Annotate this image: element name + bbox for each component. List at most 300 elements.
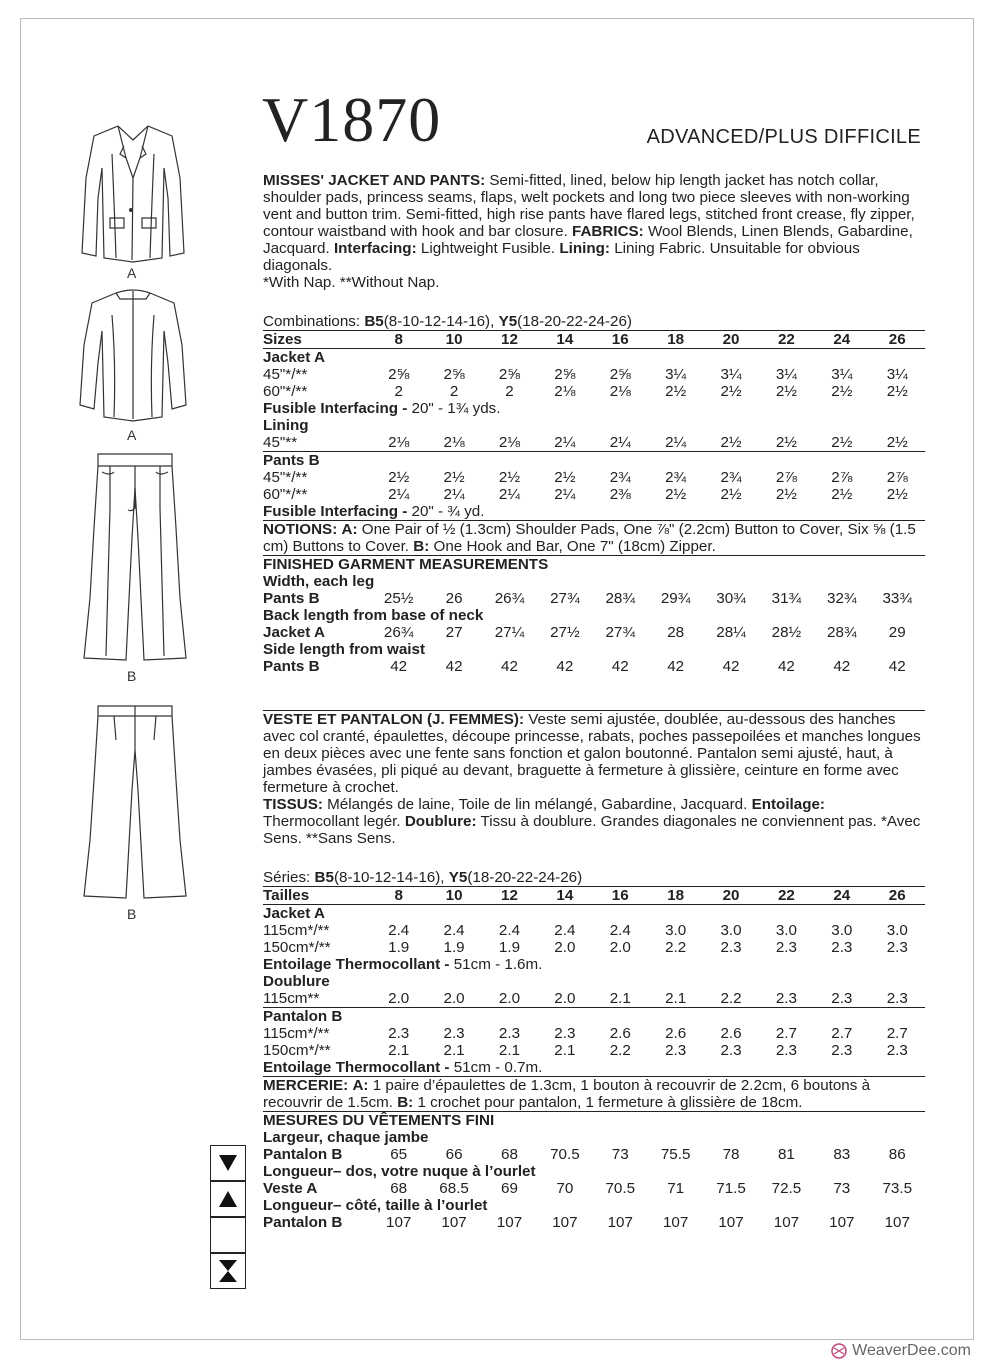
value-cell: 3.0: [720, 922, 742, 939]
value-cell: 2½: [720, 383, 742, 400]
table-row: [263, 1042, 925, 1059]
measurement-marks: [210, 1145, 246, 1289]
value-cell: 42: [667, 658, 685, 675]
table-row: [263, 590, 925, 607]
side-length-heading: Side length from waist: [263, 641, 426, 658]
value-cell: 25½: [383, 590, 414, 607]
value-cell: 2½: [831, 383, 853, 400]
value-cell: 2.3: [886, 939, 908, 956]
sketch-label: B: [127, 668, 137, 684]
size-cell: 22: [759, 887, 814, 905]
french-description: [263, 711, 925, 847]
value-cell: 107: [773, 1214, 800, 1231]
yardage-table-fr: [263, 886, 925, 1076]
value-cell: 42: [611, 658, 629, 675]
blank-mark: [210, 1217, 246, 1253]
value-cell: 83: [833, 1146, 851, 1163]
value-cell: 2.0: [443, 990, 465, 1007]
fabrics-heading: FABRICS:: [572, 223, 644, 240]
fusible-label: Entoilage Thermocollant -: [263, 956, 450, 973]
value-cell: 2½: [388, 469, 410, 486]
value-cell: 107: [662, 1214, 689, 1231]
value-cell: 2.0: [609, 939, 631, 956]
nap-note: *With Nap. **Without Nap.: [263, 274, 440, 291]
value-cell: 2⅝: [554, 366, 576, 383]
value-cell: 2.4: [388, 922, 410, 939]
value-cell: 2.0: [554, 939, 576, 956]
value-cell: 2.3: [720, 939, 742, 956]
value-cell: 2.3: [831, 990, 853, 1007]
value-cell: 68.5: [439, 1180, 469, 1197]
table-row: [263, 939, 925, 956]
size-cell: 16: [593, 331, 648, 349]
value-cell: 107: [607, 1214, 633, 1231]
value-cell: 2.4: [443, 922, 465, 939]
combo-y5: Y5: [448, 869, 468, 886]
value-cell: 3.0: [886, 922, 908, 939]
lining-heading: Lining: [263, 417, 309, 434]
value-cell: 2¼: [554, 486, 576, 503]
table-row: [263, 383, 925, 400]
value-cell: 107: [496, 1214, 523, 1231]
value-cell: 27: [445, 624, 463, 641]
difficulty-level: ADVANCED/PLUS DIFFICILE: [646, 126, 921, 148]
value-cell: 107: [552, 1214, 578, 1231]
notions-b-label: B:: [413, 538, 430, 555]
size-cell: 26: [870, 887, 925, 905]
side-length-heading: Longueur– côté, taille à l’ourlet: [263, 1197, 488, 1214]
row-label: 60"*/**: [263, 383, 308, 400]
value-cell: 2⅞: [775, 469, 797, 486]
value-cell: 1.9: [443, 939, 465, 956]
value-cell: 42: [777, 658, 795, 675]
size-cell: 16: [593, 887, 648, 905]
sketch-label: A: [127, 265, 137, 281]
fusible-label: Fusible Interfacing -: [263, 503, 408, 520]
watermark-text: WeaverDee.com: [852, 1342, 971, 1359]
fusible-pants-line: [263, 1059, 925, 1076]
table-row: [263, 1214, 925, 1231]
value-cell: 2½: [498, 469, 521, 486]
combinations-label: Combinations:: [263, 313, 361, 330]
combo-y5: Y5: [498, 313, 518, 330]
row-label: 115cm**: [263, 990, 320, 1007]
value-cell: 2.0: [498, 990, 521, 1007]
value-cell: 66: [445, 1146, 463, 1163]
value-cell: 2.3: [886, 1042, 908, 1059]
fusible-jacket-line: [263, 400, 925, 417]
pants-b-heading: Pants B: [263, 452, 925, 470]
value-cell: 70: [556, 1180, 574, 1197]
value-cell: 2.7: [886, 1025, 908, 1042]
value-cell: 2⅛: [609, 383, 631, 400]
value-cell: 107: [718, 1214, 744, 1231]
value-cell: 2⅝: [609, 366, 631, 383]
sketch-label: B: [127, 906, 137, 922]
value-cell: 2⅞: [886, 469, 908, 486]
combo-y5-sizes: (18-20-22-24-26): [467, 869, 583, 886]
description-text: Semi-fitted, lined, below hip length jacket has notch collar, shoulder pads, princess seams, flaps, welt pockets and long two piece sleeves with non-working vent and button trim. Semi-fitted, high rise pants have flared legs, stitched front crease, fly zipper, contour waistband with hook and bar closure.: [263, 172, 915, 240]
value-cell: 107: [386, 1214, 412, 1231]
jacket-a-front-sketch: [68, 118, 198, 268]
value-cell: 2¼: [498, 486, 521, 503]
value-cell: 2.4: [609, 922, 631, 939]
value-cell: 2.3: [498, 1025, 521, 1042]
fabrics-text: Mélangés de laine, Toile de lin mélangé, Gabardine, Jacquard.: [327, 796, 748, 813]
value-cell: 107: [884, 1214, 910, 1231]
fusible-jacket-line: [263, 956, 925, 973]
table-row: [263, 1025, 925, 1042]
lining-heading: Lining:: [559, 240, 610, 257]
combo-b5: B5: [314, 869, 334, 886]
value-cell: 2½: [720, 486, 742, 503]
finished-measurements-en: [263, 555, 925, 675]
combinations-line: [263, 869, 925, 886]
size-cell: 26: [870, 331, 925, 349]
notions-b-text: 1 crochet pour pantalon, 1 fermeture à glissière de 18cm.: [417, 1094, 803, 1111]
english-section: [263, 172, 925, 675]
value-cell: 31¾: [771, 590, 802, 607]
fgm-title: FINISHED GARMENT MEASUREMENTS: [263, 556, 549, 573]
value-cell: 2⅝: [388, 366, 410, 383]
lining-heading: Doublure:: [404, 813, 477, 830]
value-cell: 2¾: [665, 469, 687, 486]
size-cell: 20: [703, 331, 758, 349]
value-cell: 42: [390, 658, 408, 675]
table-row: [263, 624, 925, 641]
size-cell: 12: [482, 331, 537, 349]
english-description: [263, 172, 925, 291]
pants-b-back-sketch: [80, 700, 190, 905]
value-cell: 71.5: [716, 1180, 746, 1197]
value-cell: 3¼: [831, 366, 853, 383]
value-cell: 2.6: [720, 1025, 742, 1042]
value-cell: 107: [441, 1214, 467, 1231]
value-cell: 42: [556, 658, 574, 675]
sketch-label: A: [127, 427, 137, 443]
size-cell: 18: [648, 887, 703, 905]
pants-b-front-sketch: [80, 448, 190, 668]
combo-b5-sizes: (8-10-12-14-16),: [383, 313, 495, 330]
value-cell: 28½: [771, 624, 802, 641]
fusible-value: 51cm - 1.6m.: [453, 956, 543, 973]
value-cell: 65: [390, 1146, 408, 1163]
value-cell: 42: [722, 658, 740, 675]
fabrics-heading: TISSUS:: [263, 796, 323, 813]
value-cell: 2¼: [554, 434, 576, 451]
value-cell: 2.7: [775, 1025, 797, 1042]
table-row: [263, 990, 925, 1008]
value-cell: 2⅜: [609, 486, 631, 503]
row-label: 115cm*/**: [263, 1025, 330, 1042]
size-cell: 24: [814, 331, 869, 349]
notions-b-label: B:: [397, 1094, 414, 1111]
value-cell: 1.9: [388, 939, 410, 956]
notions-a-text: 1 paire d’épaulettes de 1.3cm, 1 bouton à recouvrir de 2.2cm, 6 boutons à recouvrir de 1.5cm.: [263, 1077, 871, 1111]
fusible-value: 51cm - 0.7m.: [453, 1059, 543, 1076]
value-cell: 2.3: [775, 1042, 797, 1059]
size-cell: 20: [703, 887, 758, 905]
interfacing-heading: Entoilage:: [751, 796, 825, 813]
value-cell: 70.5: [605, 1180, 636, 1197]
value-cell: 3.0: [831, 922, 853, 939]
size-cell: 10: [426, 887, 481, 905]
value-cell: 2.2: [665, 939, 687, 956]
hourglass-icon: [210, 1253, 246, 1289]
size-cell: 14: [537, 887, 592, 905]
row-label: 115cm*/**: [263, 922, 330, 939]
row-label: 45"*/**: [263, 366, 308, 383]
value-cell: 2.2: [609, 1042, 631, 1059]
value-cell: 2⅛: [498, 434, 521, 451]
notions-a-text: One Pair of ½ (1.3cm) Shoulder Pads, One ⅞" (2.2cm) Button to Cover, Six ⅝ (1.5 cm) Buttons to Cover.: [263, 521, 916, 555]
lining-text: Lining Fabric. Unsuitable for obvious diagonals.: [263, 240, 860, 274]
size-cell: 8: [371, 887, 426, 905]
description-text: Veste semi ajustée, doublée, au-dessous des hanches avec col cranté, épaulettes, découpe princesse, rabats, poches passepoilées et manches longues en deux pièces avec une fente sans fonction et galon boutonné. Pantalon semi ajusté, haut, à jambes évasées, pli piqué au devant, braguette à fermeture à glissière, ceinture en forme avec fermeture à crochet.: [263, 711, 921, 796]
sizes-header-row: [263, 887, 925, 905]
value-cell: 2: [394, 383, 403, 400]
row-label: 45"**: [263, 434, 298, 451]
value-cell: 2½: [775, 434, 797, 451]
value-cell: 2.4: [498, 922, 521, 939]
value-cell: 2.3: [388, 1025, 410, 1042]
row-label: Pantalon B: [263, 1214, 343, 1231]
table-row: [263, 486, 925, 503]
value-cell: 2.1: [498, 1042, 521, 1059]
value-cell: 3¼: [720, 366, 742, 383]
sizes-label: Sizes: [263, 331, 371, 349]
value-cell: 2.2: [720, 990, 742, 1007]
combo-b5: B5: [364, 313, 384, 330]
value-cell: 78: [722, 1146, 740, 1163]
value-cell: 42: [501, 658, 518, 675]
value-cell: 27¾: [550, 590, 580, 607]
value-cell: 2.1: [665, 990, 687, 1007]
value-cell: 2¾: [609, 469, 631, 486]
spool-icon: [830, 1342, 848, 1360]
row-label: Jacket A: [263, 624, 325, 641]
size-cell: 10: [426, 331, 481, 349]
value-cell: 3¼: [665, 366, 687, 383]
value-cell: 69: [501, 1180, 518, 1197]
combo-b5-sizes: (8-10-12-14-16),: [333, 869, 445, 886]
value-cell: 2⅛: [388, 434, 410, 451]
value-cell: 2.3: [775, 939, 797, 956]
value-cell: 3.0: [775, 922, 797, 939]
fusible-value: 20" - 1¾ yds.: [411, 400, 501, 417]
notions: [263, 520, 925, 555]
width-heading: Width, each leg: [263, 573, 375, 590]
value-cell: 2.3: [775, 990, 797, 1007]
back-length-heading: Back length from base of neck: [263, 607, 484, 624]
table-row: [263, 658, 925, 675]
combo-y5-sizes: (18-20-22-24-26): [517, 313, 632, 330]
value-cell: 2: [449, 383, 459, 400]
table-row: [263, 469, 925, 486]
value-cell: 2.1: [554, 1042, 576, 1059]
value-cell: 71: [667, 1180, 685, 1197]
triangle-up-icon: [210, 1181, 246, 1217]
value-cell: 27¾: [605, 624, 636, 641]
value-cell: 2¾: [720, 469, 742, 486]
row-label: Pantalon B: [263, 1146, 343, 1163]
row-label: 150cm*/**: [263, 1042, 331, 1059]
value-cell: 73: [611, 1146, 629, 1163]
value-cell: 29: [888, 624, 906, 641]
value-cell: 2: [505, 383, 514, 400]
size-cell: 8: [371, 331, 426, 349]
description-heading: MISSES' JACKET AND PANTS:: [263, 172, 486, 189]
interfacing-text: Lightweight Fusible.: [420, 240, 556, 257]
value-cell: 2.1: [443, 1042, 465, 1059]
sizes-label: Tailles: [263, 887, 371, 905]
value-cell: 2½: [665, 486, 687, 503]
row-label: Veste A: [263, 1180, 318, 1197]
notions-a-label: A:: [352, 1077, 369, 1094]
value-cell: 3¼: [775, 366, 797, 383]
value-cell: 2¼: [665, 434, 687, 451]
value-cell: 70.5: [550, 1146, 580, 1163]
value-cell: 26: [445, 590, 463, 607]
value-cell: 2.1: [388, 1042, 410, 1059]
sizes-header-row: [263, 331, 925, 349]
value-cell: 28¼: [716, 624, 746, 641]
value-cell: 42: [445, 658, 463, 675]
value-cell: 73: [833, 1180, 851, 1197]
value-cell: 26¾: [383, 624, 414, 641]
size-cell: 18: [648, 331, 703, 349]
table-row: [263, 1146, 925, 1163]
value-cell: 2⅝: [443, 366, 465, 383]
value-cell: 2½: [831, 434, 853, 451]
weaverdee-logo: [830, 1342, 971, 1360]
description-heading: VESTE ET PANTALON (J. FEMMES):: [263, 711, 525, 728]
value-cell: 2½: [665, 383, 687, 400]
value-cell: 2¼: [388, 486, 410, 503]
width-heading: Largeur, chaque jambe: [263, 1129, 429, 1146]
value-cell: 28¾: [605, 590, 636, 607]
size-cell: 24: [814, 887, 869, 905]
lining-text: Tissu à doublure. Grandes diagonales ne conviennent pas. *Avec Sens. **Sans Sens.: [263, 813, 921, 847]
value-cell: 2½: [886, 486, 908, 503]
row-label: Pants B: [263, 590, 320, 607]
value-cell: 68: [501, 1146, 518, 1163]
value-cell: 2.7: [831, 1025, 853, 1042]
fusible-value: 20" - ¾ yd.: [411, 503, 485, 520]
value-cell: 32¾: [827, 590, 857, 607]
value-cell: 2½: [831, 486, 853, 503]
size-cell: 14: [537, 331, 592, 349]
value-cell: 29¾: [660, 590, 691, 607]
fusible-pants-line: [263, 503, 925, 520]
value-cell: 2¼: [443, 486, 465, 503]
value-cell: 2.6: [609, 1025, 631, 1042]
value-cell: 42: [833, 658, 851, 675]
size-cell: 22: [759, 331, 814, 349]
value-cell: 2½: [720, 434, 742, 451]
pants-b-heading: Pantalon B: [263, 1008, 925, 1026]
fgm-title: MESURES DU VÊTEMENTS FINI: [263, 1112, 495, 1129]
jacket-a-back-sketch: [68, 285, 198, 425]
row-label: 45"*/**: [263, 469, 308, 486]
value-cell: 3¼: [886, 366, 908, 383]
table-row: [263, 922, 925, 939]
value-cell: 26¾: [494, 590, 525, 607]
value-cell: 2½: [775, 383, 797, 400]
value-cell: 1.9: [498, 939, 521, 956]
combinations-label: Séries:: [263, 869, 311, 886]
value-cell: 2½: [775, 486, 797, 503]
value-cell: 2.4: [554, 922, 576, 939]
table-row: [263, 1180, 925, 1197]
table-row: [263, 434, 925, 452]
jacket-a-heading: Jacket A: [263, 349, 325, 366]
notions-heading: MERCERIE:: [263, 1077, 349, 1094]
table-row: [263, 366, 925, 383]
notions-b-text: One Hook and Bar, One 7" (18cm) Zipper.: [433, 538, 716, 555]
size-cell: 12: [482, 887, 537, 905]
yardage-table-en: [263, 330, 925, 520]
value-cell: 2.0: [554, 990, 576, 1007]
value-cell: 2⅝: [498, 366, 521, 383]
notions-heading: NOTIONS:: [263, 521, 338, 538]
triangle-down-icon: [210, 1145, 246, 1181]
value-cell: 2.3: [831, 939, 853, 956]
combinations-line: [263, 313, 925, 330]
pattern-number: V1870: [262, 84, 442, 155]
value-cell: 2½: [443, 469, 465, 486]
french-section: [263, 710, 925, 1231]
notions: [263, 1076, 925, 1111]
row-label: 150cm*/**: [263, 939, 331, 956]
value-cell: 42: [888, 658, 906, 675]
row-label: 60"*/**: [263, 486, 308, 503]
value-cell: 2.3: [720, 1042, 742, 1059]
value-cell: 2½: [886, 383, 908, 400]
value-cell: 86: [888, 1146, 906, 1163]
value-cell: 3.0: [665, 922, 687, 939]
value-cell: 2.3: [554, 1025, 576, 1042]
value-cell: 30¾: [716, 590, 746, 607]
value-cell: 107: [829, 1214, 855, 1231]
back-length-heading: Longueur– dos, votre nuque à l’ourlet: [263, 1163, 536, 1180]
value-cell: 2.0: [388, 990, 410, 1007]
value-cell: 27¼: [494, 624, 525, 641]
value-cell: 75.5: [660, 1146, 691, 1163]
value-cell: 2.1: [609, 990, 631, 1007]
value-cell: 2¼: [609, 434, 631, 451]
fusible-label: Entoilage Thermocollant -: [263, 1059, 450, 1076]
value-cell: 2.3: [886, 990, 908, 1007]
row-label: Pants B: [263, 658, 320, 675]
value-cell: 2⅞: [831, 469, 853, 486]
value-cell: 2.6: [665, 1025, 687, 1042]
value-cell: 2½: [886, 434, 908, 451]
value-cell: 73.5: [882, 1180, 913, 1197]
interfacing-text: Thermocollant legér.: [263, 813, 401, 830]
value-cell: 2⅛: [443, 434, 465, 451]
value-cell: 2.3: [831, 1042, 853, 1059]
fabrics-text: Wool Blends, Linen Blends, Gabardine, Jacquard.: [263, 223, 913, 257]
value-cell: 28¾: [827, 624, 857, 641]
notions-a-label: A:: [341, 521, 358, 538]
value-cell: 68: [390, 1180, 408, 1197]
fusible-label: Fusible Interfacing -: [263, 400, 408, 417]
lining-heading: Doublure: [263, 973, 330, 990]
finished-measurements-fr: [263, 1111, 925, 1231]
jacket-a-heading: Jacket A: [263, 905, 325, 922]
value-cell: 27½: [550, 624, 580, 641]
